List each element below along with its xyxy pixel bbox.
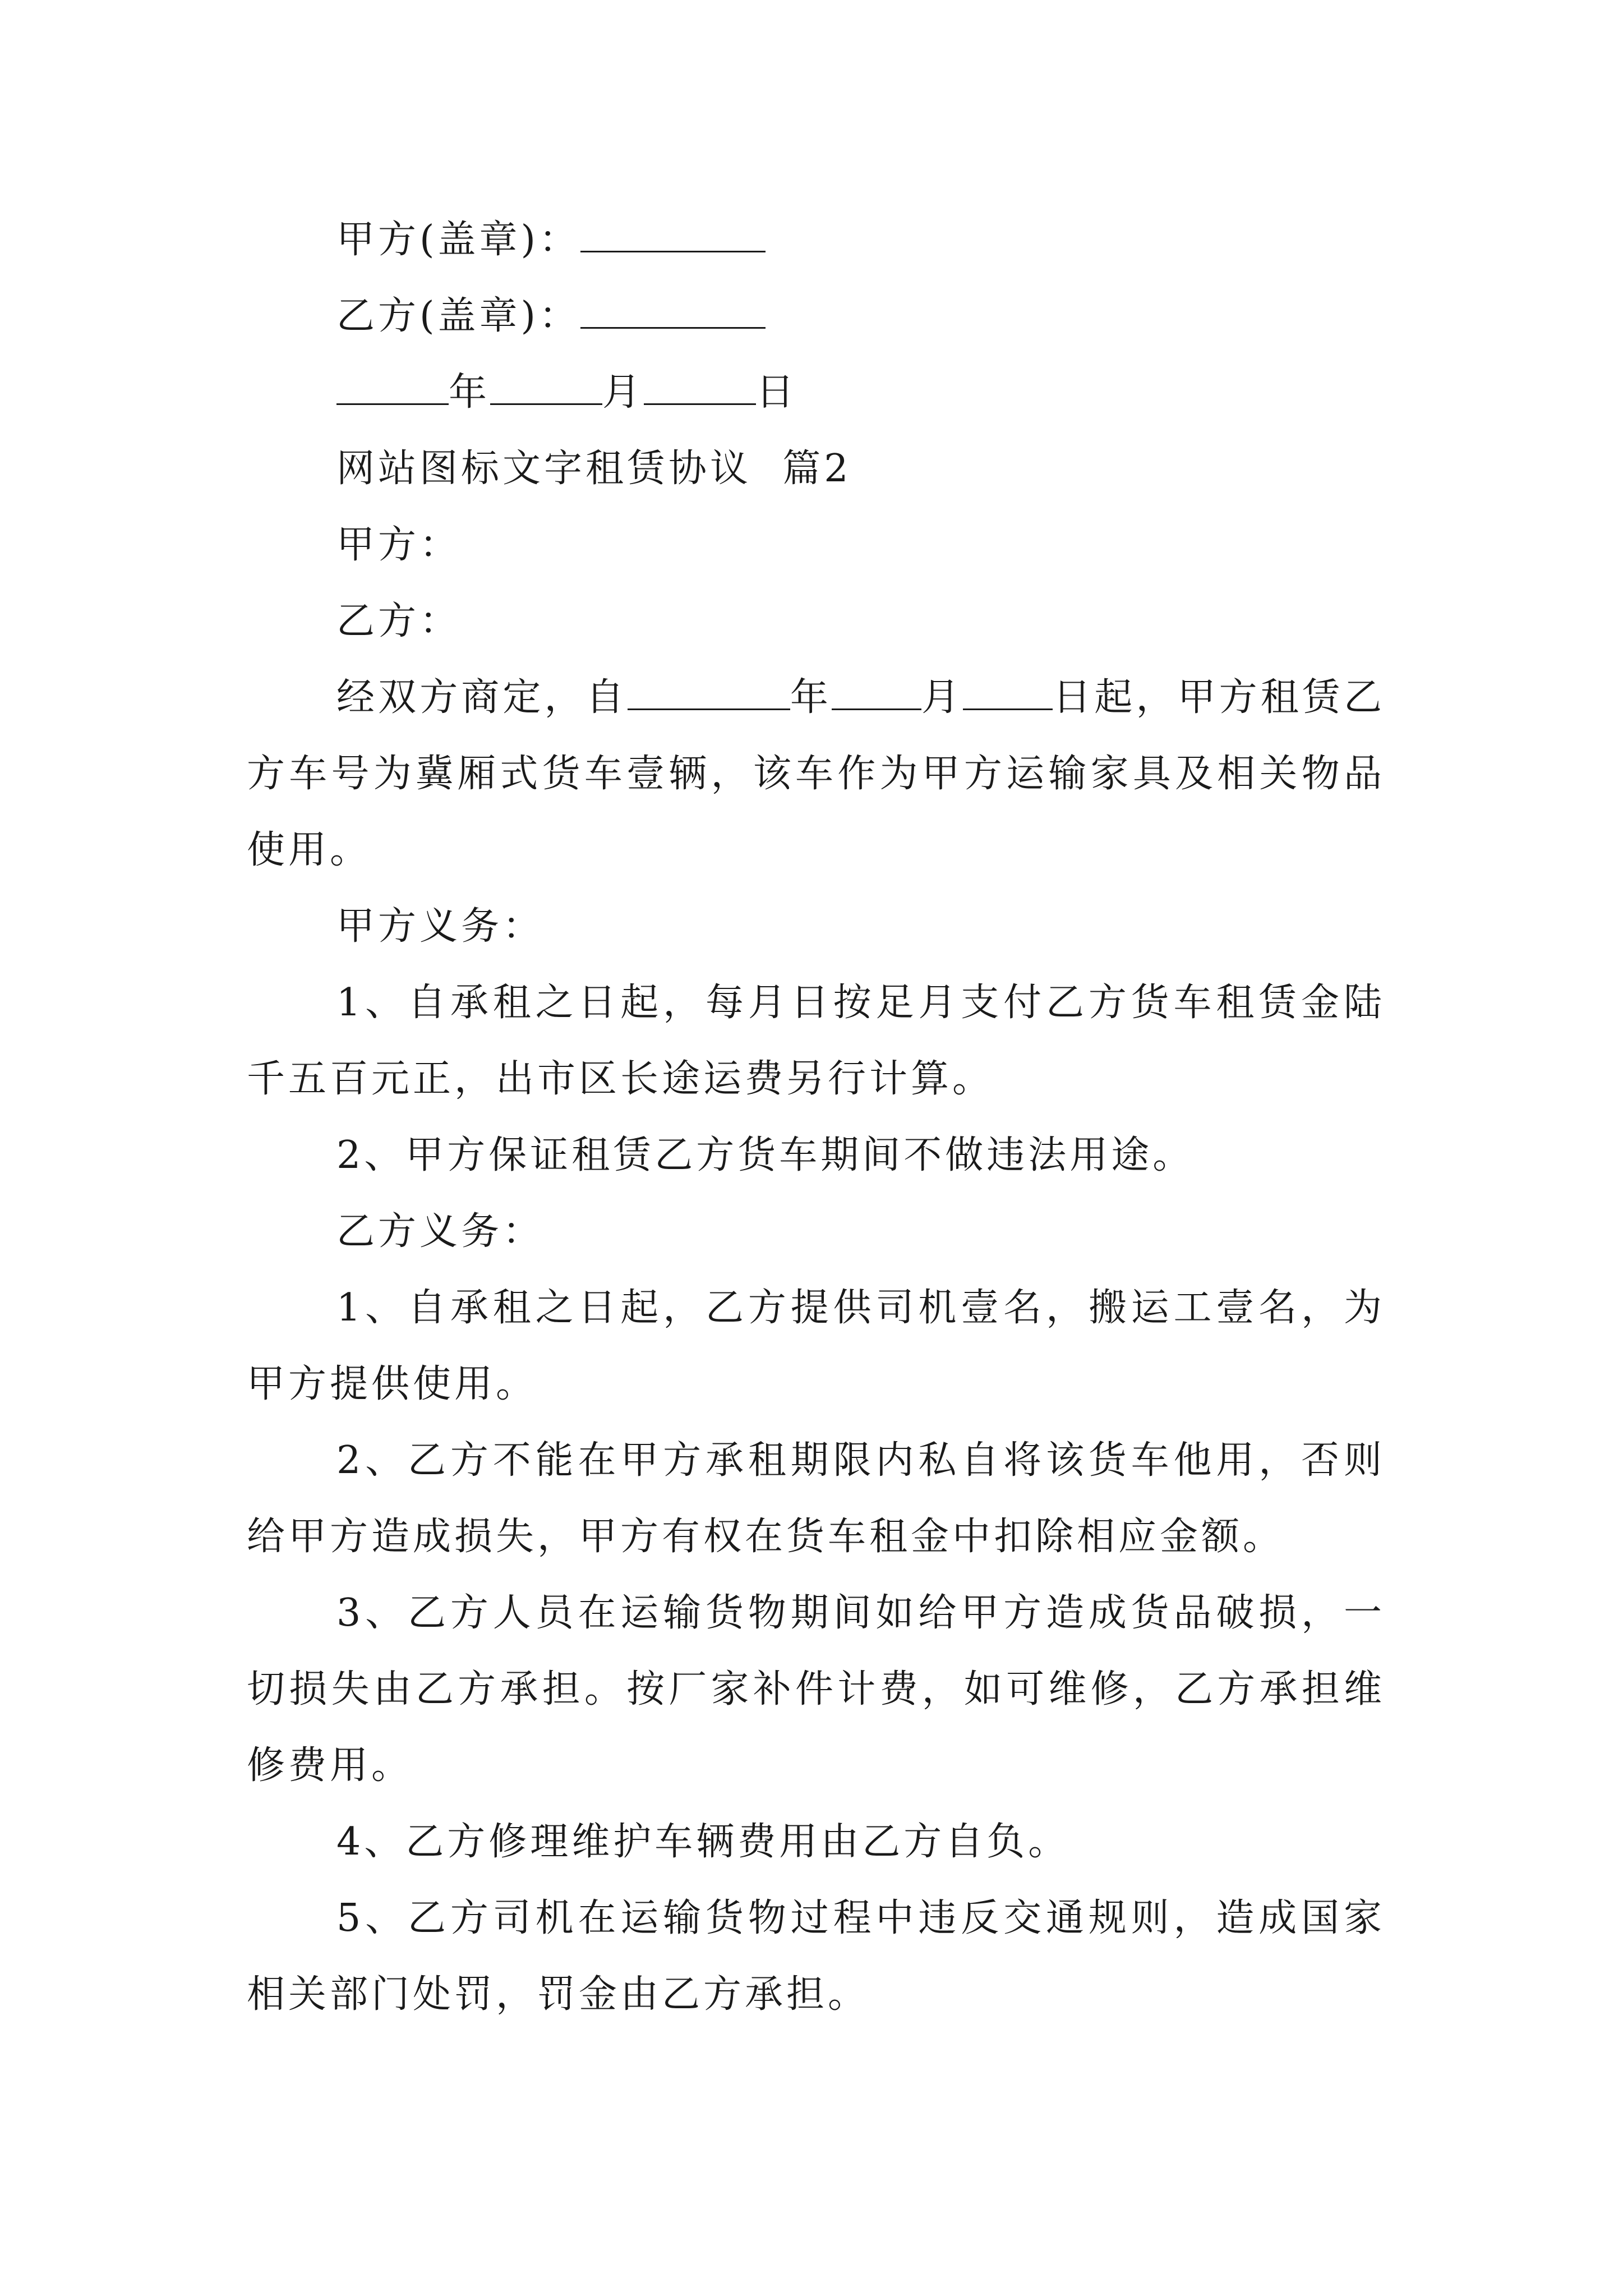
day-label: 日 [756, 370, 798, 415]
day-blank [644, 369, 756, 405]
intro-text-end: 日起，甲方租赁乙方车号为冀厢式货车壹辆，该车作为甲方运输家具及相关物品使用。 [247, 675, 1385, 872]
intro-month-label: 月 [921, 675, 963, 720]
intro-month-blank [832, 674, 921, 710]
party-b-seal-blank [580, 292, 766, 329]
year-blank [336, 369, 449, 405]
party-b-duty-4: 4、乙方修理维护车辆费用由乙方自负。 [336, 1820, 1070, 1864]
intro-text-start: 经双方商定，自 [336, 675, 628, 720]
party-b-seal-label: 乙方(盖章)： [336, 294, 581, 338]
intro-year-blank [628, 674, 790, 710]
party-b-duty-1: 1、自承租之日起，乙方提供司机壹名，搬运工壹名，为甲方提供使用。 [247, 1286, 1385, 1406]
party-a-seal-line [247, 202, 1385, 278]
signature-date-line [247, 355, 1385, 431]
year-label: 年 [449, 370, 491, 415]
party-a-line: 甲方： [336, 523, 462, 567]
month-blank [490, 369, 602, 405]
party-b-duties-title: 乙方义务： [336, 1209, 545, 1254]
intro-day-blank [963, 674, 1053, 710]
intro-paragraph [247, 660, 1385, 889]
party-a-duty-2: 2、甲方保证租赁乙方货车期间不做违法用途。 [336, 1133, 1195, 1177]
intro-year-label: 年 [790, 675, 832, 720]
party-b-duty-3: 3、乙方人员在运输货物期间如给甲方造成货品破损，一切损失由乙方承担。按厂家补件计费，如可维修，乙方承担维修费用。 [247, 1591, 1385, 1788]
party-a-duties-title: 甲方义务： [336, 904, 545, 949]
party-b-seal-line [247, 278, 1385, 355]
party-b-duty-5: 5、乙方司机在运输货物过程中违反交通规则，造成国家相关部门处罚，罚金由乙方承担。 [247, 1896, 1385, 2017]
party-a-seal-label: 甲方(盖章)： [336, 218, 581, 262]
party-b-line: 乙方： [336, 599, 462, 643]
party-a-duty-1: 1、自承租之日起，每月日按足月支付乙方货车租赁金陆千五百元正，出市区长途运费另行计算。 [247, 981, 1385, 1101]
document-body [247, 202, 1385, 2033]
party-b-duty-2: 2、乙方不能在甲方承租期限内私自将该货车他用，否则给甲方造成损失，甲方有权在货车租金中扣除相应金额。 [247, 1438, 1385, 1559]
party-a-seal-blank [580, 216, 766, 252]
month-label: 月 [602, 370, 644, 415]
section-heading: 网站图标文字租赁协议 篇2 [336, 447, 852, 491]
